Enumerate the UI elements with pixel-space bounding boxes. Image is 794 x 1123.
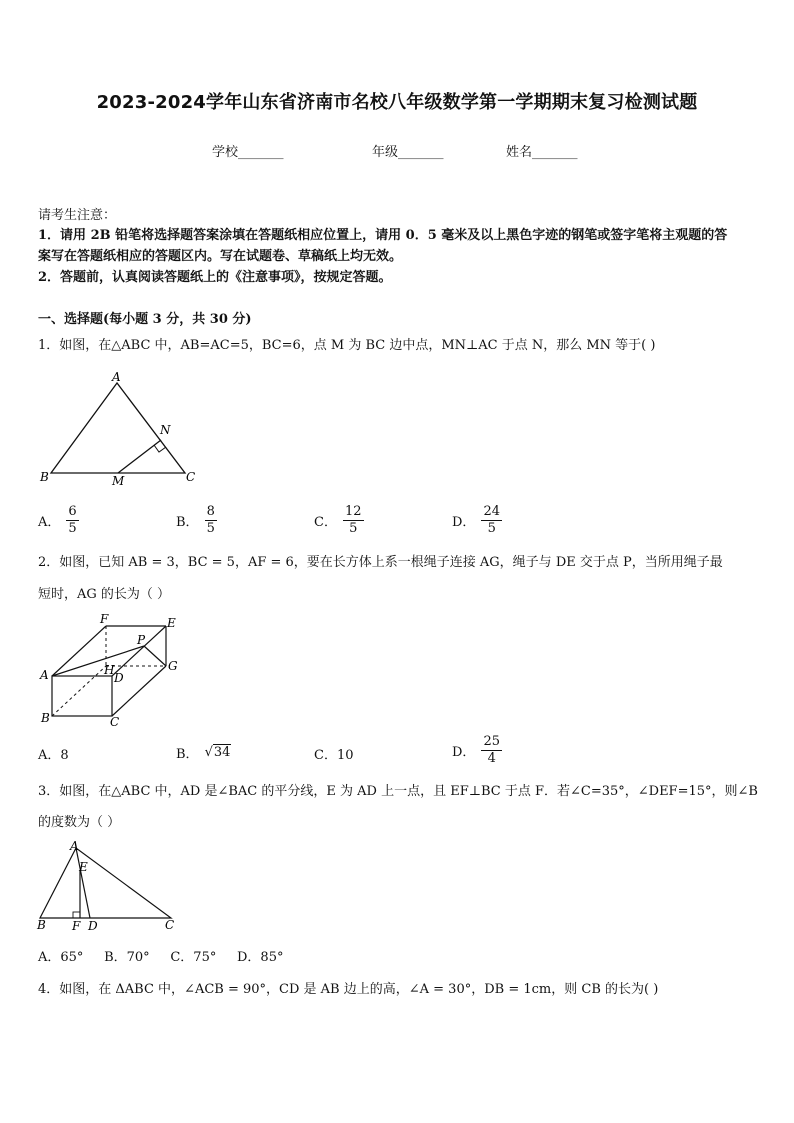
label-a: A (70, 839, 79, 853)
label-b: B (37, 918, 46, 932)
segment-ad (76, 848, 90, 918)
q2-option-a[interactable]: A．8 (38, 748, 69, 763)
option-letter: B． (176, 747, 199, 762)
option-letter: D． (452, 515, 476, 530)
fraction (343, 504, 364, 537)
q1-option-c[interactable] (314, 504, 364, 537)
notice-line-3: 2．答题前，认真阅读答题纸上的《注意事项》，按规定答题。 (38, 270, 392, 285)
question-2-text-line-2: 短时，AG 的长为（ ） (38, 587, 171, 602)
question-4-text: 4．如图，在 ΔABC 中，∠ACB = 90°，CD 是 AB 边上的高，∠A = 30°，DB = 1cm，则 CB 的长为( ) (38, 982, 659, 997)
label-d: D (114, 671, 124, 685)
option-letter: B． (176, 515, 199, 530)
option-letter: C． (314, 515, 337, 530)
numerator: 24 (483, 504, 500, 519)
q3-options[interactable]: A．65° B．70° C．75° D．85° (38, 950, 284, 965)
q1-option-b[interactable] (176, 504, 217, 537)
label-e: E (79, 860, 88, 874)
right-angle-mark (73, 912, 80, 918)
numerator: 12 (344, 504, 362, 519)
denominator: 5 (206, 521, 215, 536)
q2-cuboid-figure (36, 612, 186, 732)
page-title: 2023-2024学年山东省济南市名校八年级数学第一学期期末复习检测试题 (96, 92, 698, 113)
q2-option-b[interactable] (176, 743, 231, 762)
denominator: 5 (349, 521, 358, 536)
fraction (205, 504, 217, 537)
q2-option-d[interactable] (452, 734, 502, 767)
label-d: D (88, 919, 98, 933)
fraction (481, 504, 502, 537)
label-g: G (168, 659, 178, 673)
label-f: F (100, 612, 109, 626)
notice-heading: 请考生注意： (38, 208, 117, 223)
denominator: 5 (487, 521, 496, 536)
label-c: C (186, 470, 196, 484)
numerator: 6 (68, 504, 77, 519)
label-b: B (40, 470, 49, 484)
rope-ap (52, 646, 144, 676)
option-letter: D． (452, 745, 476, 760)
rope-pg (144, 646, 166, 666)
numerator: 25 (483, 734, 500, 749)
notice-line-1: 1．请用 2B 铅笔将选择题答案涂填在答题纸相应位置上，请用 0．5 毫米及以上黑色字迹的钢笔或签字笔将主观题的答 (38, 228, 728, 243)
label-m: M (112, 474, 125, 488)
notice-line-2: 案写在答题纸相应的答题区内。写在试题卷、草稿纸上均无效。 (38, 249, 403, 264)
denominator: 5 (68, 521, 77, 536)
grade-field: 年级_______ (372, 145, 444, 160)
triangle-abc (40, 848, 171, 918)
school-field: 学校_______ (212, 145, 284, 160)
q1-triangle-figure (36, 368, 206, 492)
label-p: P (137, 633, 146, 647)
denominator: 4 (487, 751, 496, 766)
label-b: B (41, 711, 50, 725)
numerator: 8 (206, 504, 215, 519)
question-1-text: 1．如图，在△ABC 中，AB=AC=5，BC=6，点 M 为 BC 边中点，MN⊥AC 于点 N，那么 MN 等于( ) (38, 338, 656, 353)
name-field: 姓名_______ (506, 145, 578, 160)
label-n: N (160, 423, 171, 437)
question-3-text-line-1: 3．如图，在△ABC 中，AD 是∠BAC 的平分线，E 为 AD 上一点，且 EF⊥BC 于点 F．若∠C=35°，∠DEF=15°，则∠B (38, 784, 758, 799)
q2-option-c[interactable]: C．10 (314, 748, 354, 763)
label-h: H (104, 663, 115, 677)
fraction (481, 734, 502, 767)
label-a: A (40, 668, 49, 682)
question-2-text-line-1: 2．如图，已知 AB = 3，BC = 5，AF = 6，要在长方体上系一根绳子连接 AG，绳子与 DE 交于点 P，当所用绳子最 (38, 555, 723, 570)
q1-option-a[interactable] (38, 504, 79, 537)
label-c: C (110, 715, 120, 729)
question-3-text-line-2: 的度数为（ ） (38, 815, 121, 830)
square-root: √34 (204, 745, 231, 760)
edge-af (52, 626, 106, 676)
label-c: C (165, 918, 175, 932)
q1-option-d[interactable] (452, 504, 502, 537)
fraction (66, 504, 78, 537)
section-heading: 一、选择题(每小题 3 分，共 30 分) (38, 312, 252, 327)
front-face (52, 676, 112, 716)
label-e: E (167, 616, 176, 630)
label-f: F (72, 919, 81, 933)
q3-triangle-figure (36, 838, 186, 934)
radicand: 34 (213, 745, 231, 760)
option-letter: A． (38, 515, 61, 530)
label-a: A (112, 370, 121, 384)
